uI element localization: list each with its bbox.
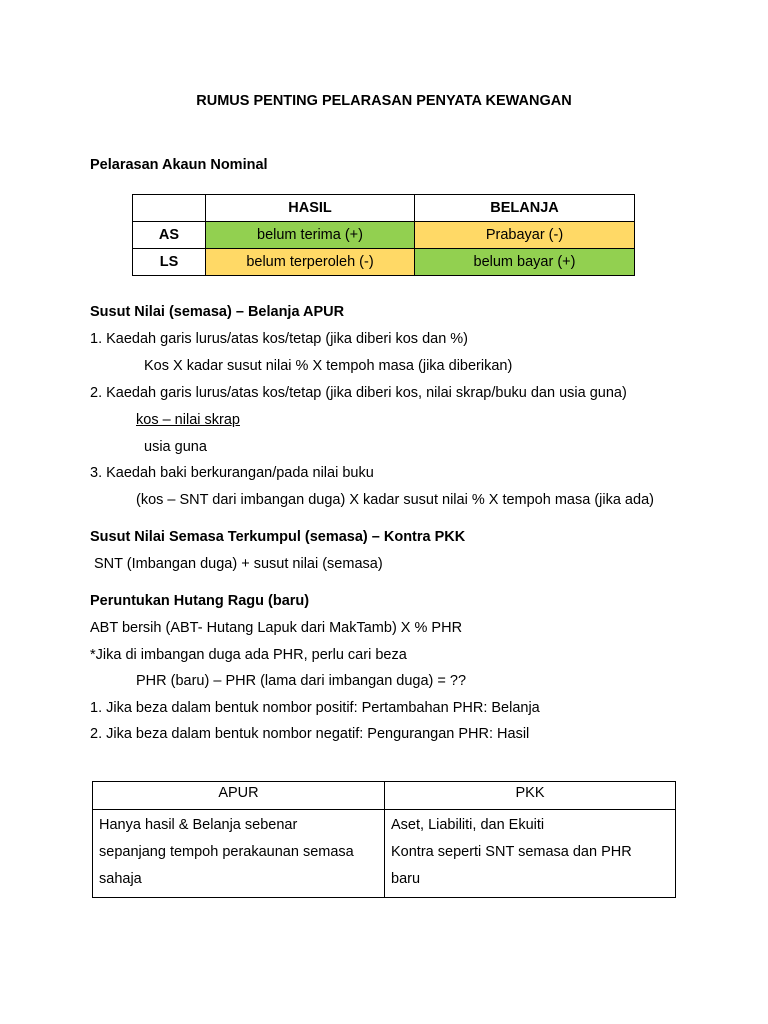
- row-label: LS: [133, 249, 206, 276]
- nominal-adjustment-table: [132, 194, 635, 276]
- row-label: AS: [133, 222, 206, 249]
- table-cell: belum terima (+): [206, 222, 415, 249]
- table-cell: belum terperoleh (-): [206, 249, 415, 276]
- table-cell: Prabayar (-): [415, 222, 635, 249]
- text-line: SNT (Imbangan duga) + susut nilai (semasa): [94, 556, 383, 572]
- text-line: 2. Kaedah garis lurus/atas kos/tetap (jika diberi kos, nilai skrap/buku dan usia guna): [90, 385, 627, 401]
- text-line: 1. Jika beza dalam bentuk nombor positif: Pertambahan PHR: Belanja: [90, 700, 540, 716]
- text-line: Kos X kadar susut nilai % X tempoh masa (jika diberikan): [144, 358, 513, 374]
- table-cell: belum bayar (+): [415, 249, 635, 276]
- text-line: (kos – SNT dari imbangan duga) X kadar susut nilai % X tempoh masa (jika ada): [136, 492, 654, 508]
- table-header-row: [133, 195, 635, 222]
- text-line: 2. Jika beza dalam bentuk nombor negatif: Pengurangan PHR: Hasil: [90, 726, 530, 742]
- text-line: Aset, Liabiliti, dan Ekuiti: [391, 817, 545, 833]
- table-cell: Hanya hasil & Belanja sebenar sepanjang tempoh perakaunan semasa sahaja: [93, 810, 385, 898]
- page-title: RUMUS PENTING PELARASAN PENYATA KEWANGAN: [196, 93, 572, 109]
- text-line: PHR (baru) – PHR (lama dari imbangan duga) = ??: [136, 673, 467, 689]
- table-header-cell: BELANJA: [415, 195, 635, 222]
- formula-denominator: usia guna: [144, 439, 207, 455]
- table-cell: [385, 810, 676, 898]
- section-heading-accumulated: Susut Nilai Semasa Terkumpul (semasa) – Kontra PKK: [90, 529, 466, 545]
- text-line: ABT bersih (ABT- Hutang Lapuk dari MakTamb) X % PHR: [90, 620, 463, 636]
- text-line: 1. Kaedah garis lurus/atas kos/tetap (jika diberi kos dan %): [90, 331, 469, 347]
- apur-pkk-table: [92, 781, 676, 898]
- section-heading-depreciation: Susut Nilai (semasa) – Belanja APUR: [90, 304, 345, 320]
- table-header-cell: HASIL: [206, 195, 415, 222]
- table-row: [133, 249, 635, 276]
- table-header-cell: APUR: [93, 782, 385, 810]
- text-line: *Jika di imbangan duga ada PHR, perlu cari beza: [90, 647, 407, 663]
- formula-numerator: kos – nilai skrap: [136, 412, 240, 428]
- table-row: [133, 222, 635, 249]
- table-row: [93, 810, 676, 898]
- table-header-row: [93, 782, 676, 810]
- text-line: 3. Kaedah baki berkurangan/pada nilai buku: [90, 465, 374, 481]
- table-header-cell: [133, 195, 206, 222]
- text-line: Kontra seperti SNT semasa dan PHR baru: [391, 844, 632, 887]
- table-header-cell: PKK: [385, 782, 676, 810]
- section-heading-nominal: Pelarasan Akaun Nominal: [90, 157, 268, 173]
- section-heading-doubtful-debts: Peruntukan Hutang Ragu (baru): [90, 593, 310, 609]
